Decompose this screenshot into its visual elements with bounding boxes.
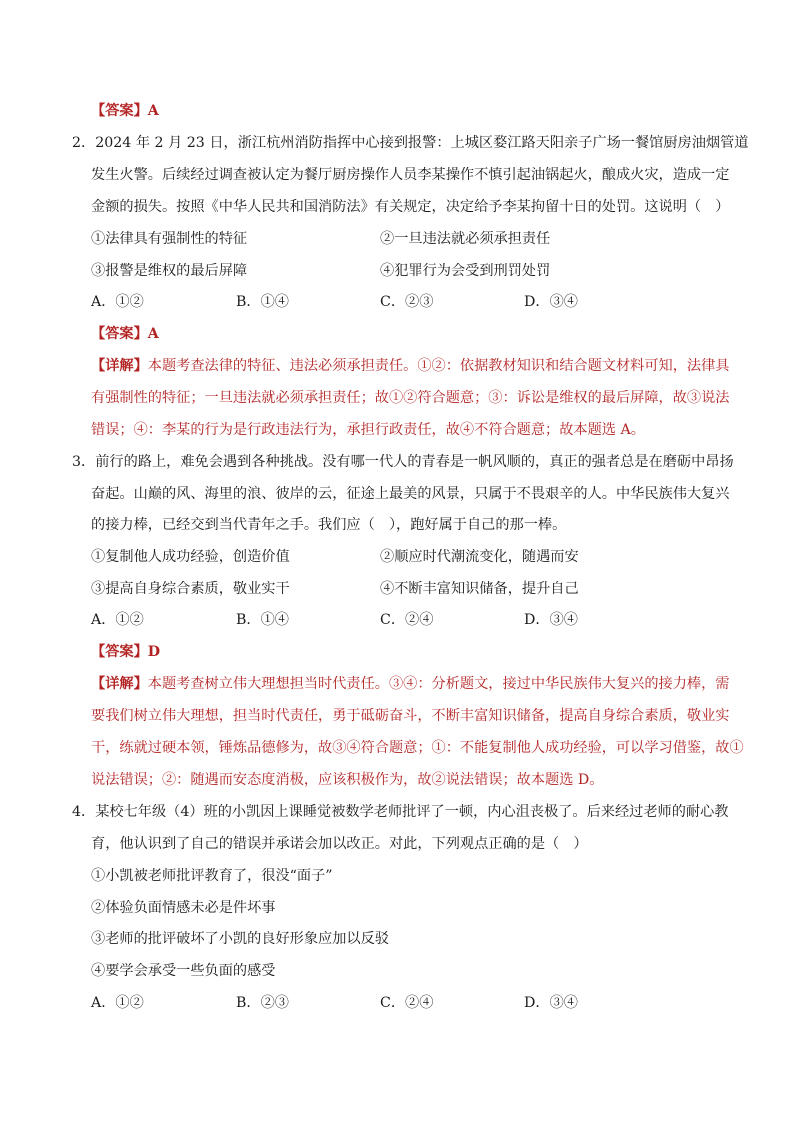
q4-stem-line-1: 4．某校七年级（4）班的小凯因上课睡觉被数学老师批评了一顿，内心沮丧极了。后来经过老师的耐心教 bbox=[72, 804, 729, 820]
q2-detail-line-2: 有强制性的特征；一旦违法就必须承担责任；故①②符合题意；③：诉讼是维权的最后屏障，故③说法 bbox=[91, 390, 730, 406]
q3-choice-d: D．③④ bbox=[524, 612, 578, 628]
q4-number: 4． bbox=[72, 804, 96, 820]
q3-choice-b: B．①④ bbox=[236, 612, 289, 628]
q3-detail-line-3: 干，练就过硬本领，锤炼品德修为，故③④符合题意；①：不能复制他人成功经验，可以学习借鉴，故① bbox=[91, 740, 744, 756]
q4-statement-3: ③老师的批评破坏了小凯的良好形象应加以反驳 bbox=[91, 931, 389, 947]
q4-choice-b: B．②③ bbox=[236, 995, 289, 1011]
q3-statement-1: ①复制他人成功经验，创造价值 bbox=[91, 549, 290, 565]
q3-choice-a: A．①② bbox=[91, 612, 144, 628]
q3-answer bbox=[91, 642, 160, 662]
q4-choice-d: D．③④ bbox=[524, 995, 578, 1011]
q4-statement-2: ②体验负面情感未必是件坏事 bbox=[91, 900, 276, 916]
q2-answer bbox=[91, 324, 159, 344]
q2-detail-line-3: 错误；④：李某的行为是行政违法行为，承担行政责任，故④不符合题意；故本题选 A。 bbox=[91, 422, 645, 438]
q2-statement-3: ③报警是维权的最后屏障 bbox=[91, 263, 248, 279]
q3-stem-line-2: 奋起。山巅的风、海里的浪、彼岸的云，征途上最美的风景，只属于不畏艰辛的人。中华民族伟大复兴 bbox=[91, 486, 730, 502]
q3-statement-3: ③提高自身综合素质，敬业实干 bbox=[91, 581, 290, 597]
q2-stem-line-1: 2．2024 年 2 月 23 日，浙江杭州消防指挥中心接到报警：上城区婺江路天阳亲子广场一餐馆厨房油烟管道 bbox=[72, 135, 749, 151]
q2-choice-d: D．③④ bbox=[524, 294, 578, 310]
q2-detail-tag: 【详解】 bbox=[91, 358, 148, 374]
q3-answer-tag: 【答案】 bbox=[91, 644, 148, 660]
q2-statement-4: ④犯罪行为会受到刑罚处罚 bbox=[380, 263, 551, 279]
q3-stem-line-1: 3．前行的路上，难免会遇到各种挑战。没有哪一代人的青春是一帆风顺的，真正的强者总是在磨砺中昂扬 bbox=[72, 454, 734, 470]
q2-answer-tag: 【答案】 bbox=[91, 326, 148, 342]
q2-choice-a: A．①② bbox=[91, 294, 144, 310]
q1-answer-tag: 【答案】 bbox=[91, 103, 148, 119]
q2-detail-line-1: 【详解】本题考查法律的特征、违法必须承担责任。①②：依据教材知识和结合题文材料可知，法律具 bbox=[91, 358, 730, 374]
q3-statement-2: ②顺应时代潮流变化，随遇而安 bbox=[380, 549, 579, 565]
q1-answer-value: A bbox=[147, 103, 159, 119]
q2-answer-value: A bbox=[147, 326, 159, 342]
q2-stem-line-2: 发生火警。后续经过调查被认定为餐厅厨房操作人员李某操作不慎引起油锅起火，酿成火灾，造成一定 bbox=[91, 167, 730, 183]
q3-detail-tag: 【详解】 bbox=[91, 676, 148, 692]
q3-detail-line-4: 说法错误；②：随遇而安态度消极，应该积极作为，故②说法错误；故本题选 D。 bbox=[91, 772, 604, 788]
q3-detail-line-1: 【详解】本题考查树立伟大理想担当时代责任。③④：分析题文，接过中华民族伟大复兴的接力棒，需 bbox=[91, 676, 730, 692]
q2-choice-b: B．①④ bbox=[236, 294, 289, 310]
q2-statement-1: ①法律具有强制性的特征 bbox=[91, 231, 248, 247]
q2-stem-line-3: 金额的损失。按照《中华人民共和国消防法》有关规定，决定给予李某拘留十日的处罚。这说明（ ） bbox=[91, 199, 730, 215]
q3-statement-4: ④不断丰富知识储备，提升自己 bbox=[380, 581, 579, 597]
q3-detail-line-2: 要我们树立伟大理想，担当时代责任，勇于砥砺奋斗，不断丰富知识储备，提高自身综合素质，敬业实 bbox=[91, 708, 730, 724]
q1-answer bbox=[91, 101, 159, 121]
q4-stem-line-2: 育，他认识到了自己的错误并承诺会加以改正。对此，下列观点正确的是（ ） bbox=[91, 836, 588, 852]
q4-statement-1: ①小凯被老师批评教育了，很没“面子” bbox=[91, 868, 333, 884]
q4-choice-c: C．②④ bbox=[380, 995, 434, 1011]
q3-stem-line-3: 的接力棒，已经交到当代青年之手。我们应（ ），跑好属于自己的那一棒。 bbox=[91, 517, 567, 533]
q3-answer-value: D bbox=[147, 644, 161, 660]
q4-choice-a: A．①② bbox=[91, 995, 144, 1011]
q2-number: 2． bbox=[72, 135, 96, 151]
q2-statement-2: ②一旦违法就必须承担责任 bbox=[380, 231, 551, 247]
q3-number: 3． bbox=[72, 454, 96, 470]
q2-choice-c: C．②③ bbox=[380, 294, 434, 310]
q3-choice-c: C．②④ bbox=[380, 612, 434, 628]
q4-statement-4: ④要学会承受一些负面的感受 bbox=[91, 963, 276, 979]
